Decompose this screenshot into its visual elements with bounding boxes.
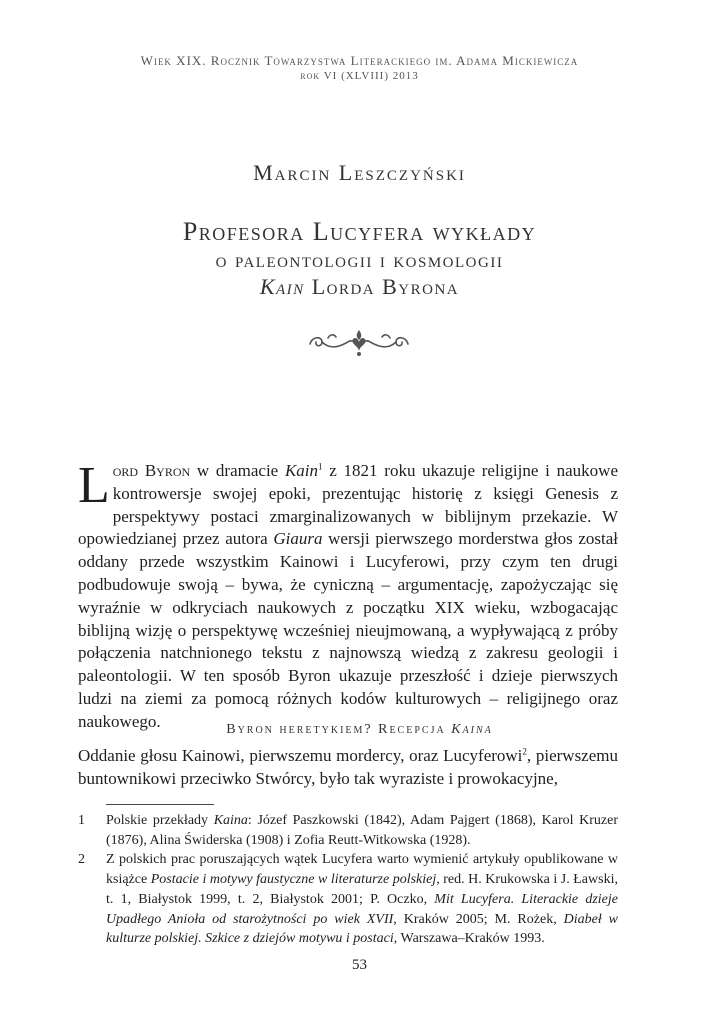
section-heading-italic: Kaina bbox=[451, 722, 493, 737]
footnote-1 bbox=[78, 811, 618, 850]
fn2-text-b: , red. H. Krukowska i J. Ławski, t. 1, Białystok 1999, t. 2, Białystok 2001; P. Oczko, bbox=[106, 872, 618, 907]
journal-volume: rok VI (XLVIII) 2013 bbox=[300, 70, 419, 82]
footnote-text bbox=[106, 811, 618, 850]
title-italic: Kain bbox=[259, 274, 305, 299]
drop-cap: L bbox=[78, 457, 110, 514]
fn2-italic-b: Mit Lucyfera. Literackie dzieje Upadłego Anioła od starożytności po wiek XVII bbox=[106, 891, 619, 927]
paragraph-2 bbox=[78, 745, 618, 791]
p1-text-2: z 1821 roku ukazuje religijne i naukowe kontrowersje swojej epoki, prezentując historię z księgi Genesis z perspektywy postaci zmarginalizowanych w biblijnym przekazie. W opowiedzianej przez autora bbox=[78, 461, 618, 549]
footnote-number: 1 bbox=[78, 813, 85, 828]
title-line-2: o paleontologii i kosmologii bbox=[215, 247, 504, 272]
title-line-1: Profesora Lucyfera wykłady bbox=[182, 217, 537, 246]
fn1-text-a: Polskie przekłady bbox=[106, 813, 214, 828]
section-heading bbox=[0, 722, 719, 738]
fn2-italic-a: Postacie i motywy faustyczne w literaturze polskiej bbox=[150, 872, 437, 888]
fn1-text-b: : Józef Paszkowski (1842), Adam Pajgert (1868), Karol Kruzer (1876), Alina Świderska (1908) i Zofia Reutt-Witkowska (1928). bbox=[106, 813, 618, 848]
running-header bbox=[0, 52, 719, 84]
footnote-ref-2[interactable]: 2 bbox=[522, 746, 527, 757]
journal-title: Wiek XIX. Rocznik Towarzystwa Literackiego im. Adama Mickiewicza bbox=[140, 53, 579, 68]
footnote-divider bbox=[106, 804, 214, 805]
fn2-text-c: , Kraków 2005; M. Rożek, bbox=[393, 911, 564, 927]
p2-text-1: Oddanie głosu Kainowi, pierwszemu mordercy, oraz Lucyferowi bbox=[78, 746, 523, 765]
fn2-italic-c: Diabeł w kulturze polskiej. Szkice z dziejów motywu i postaci bbox=[106, 911, 618, 947]
fn2-text-a: Z polskich prac poruszających wątek Lucyfera warto wymienić artykuły opublikowane w książce bbox=[106, 852, 618, 888]
footnote-number: 2 bbox=[78, 852, 85, 868]
section-heading-text: Byron heretykiem? Recepcja bbox=[226, 722, 452, 737]
page-number: 53 bbox=[352, 957, 367, 973]
article-title bbox=[0, 218, 719, 300]
p1-italic-2: Giaura bbox=[273, 529, 323, 549]
title-line-3-rest: Lorda Byrona bbox=[304, 274, 460, 299]
footnote-text bbox=[106, 850, 618, 949]
fn2-text-d: , Warszawa–Kraków 1993. bbox=[393, 931, 545, 947]
footnotes bbox=[78, 811, 618, 949]
paragraph-1 bbox=[78, 457, 618, 734]
floral-ornament-icon bbox=[304, 324, 414, 360]
p1-italic-1: Kain bbox=[284, 461, 319, 480]
footnote-2 bbox=[78, 850, 618, 949]
p2-text-2: , pierwszemu buntownikowi przeciwko Stwórcy, było tak wyraziste i prowokacyjne, bbox=[78, 746, 618, 788]
footnote-ref-1[interactable]: 1 bbox=[318, 461, 323, 472]
p1-text-3: wersji pierwszego morderstwa głos został oddany przede wszystkim Kainowi i Lucyferowi, przy czym ten drugi podbudowuje swoją – bywa, że cyniczną – argumentację, zapożyczając się wyraźnie w odkryciach naukowych z początku XIX wieku, wzbogacając biblijną wizję o perspektywę wcześniej nieujmowaną, a wypływającą z próby połączenia natchnionego tekstu z najnowszą wiedzą z zakresu geologii i paleontologii. W ten sposób Byron ukazuje przeszłość i dzieje pierwszych ludzi na ziemi za pomocą różnych kodów kulturowych – religijnego oraz naukowego. bbox=[78, 529, 618, 731]
author-name-smallcaps: ord Byron bbox=[112, 461, 191, 480]
fn1-italic: Kaina bbox=[213, 813, 248, 828]
article-author: Marcin Leszczyński bbox=[253, 160, 466, 185]
p1-text-1: w dramacie bbox=[190, 461, 285, 480]
title-line-3 bbox=[0, 274, 719, 300]
